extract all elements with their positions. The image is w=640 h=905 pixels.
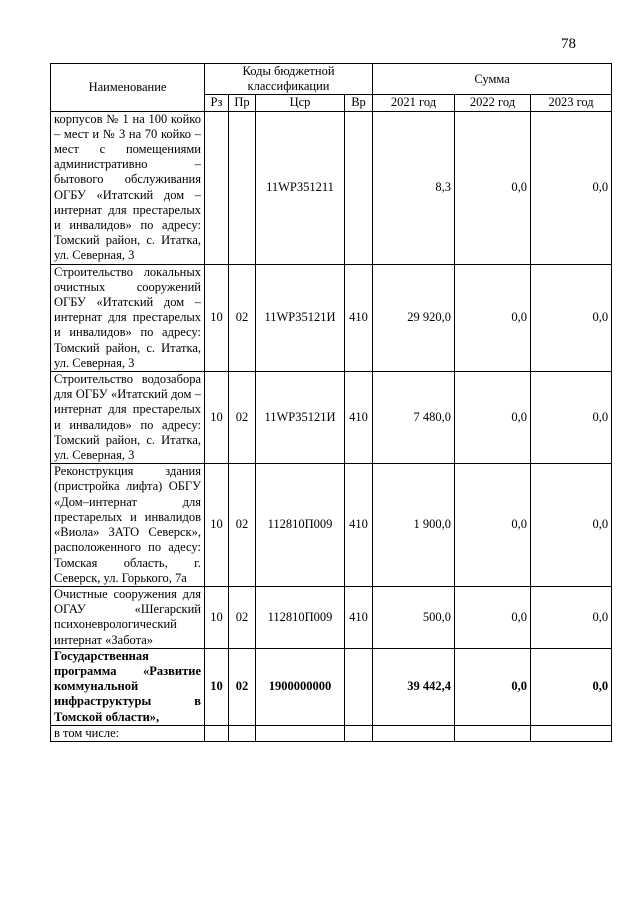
header-2022: 2022 год bbox=[455, 95, 531, 111]
row-pr: 02 bbox=[229, 464, 256, 587]
row-name: Реконструкция здания (пристройка лифта) ОБГУ «Дом–интернат для престарелых и инвалидов «Виола» ЗАТО Северск», расположенного по адесу: Томская область, г. Северск, ул. Горького, 7а bbox=[51, 464, 205, 587]
header-2023: 2023 год bbox=[531, 95, 612, 111]
row-name: корпусов № 1 на 100 койко – мест и № 3 на 70 койко – мест с помещениями административно – бытового обслуживания ОГБУ «Итатский дом – интернат для престарелых и инвалидов» по адресу: Томский район, с. Итатка, ул. Северная, 3 bbox=[51, 111, 205, 264]
header-rz: Рз bbox=[205, 95, 229, 111]
row-csr: 11WP351211 bbox=[256, 111, 345, 264]
row-2021: 29 920,0 bbox=[373, 264, 455, 371]
row-vr: 410 bbox=[345, 264, 373, 371]
row-name: Строительство локальных очистных сооружений ОГБУ «Итатский дом – интернат для престарелых и инвалидов» по адресу: Томский район, с. Итатка, ул. Северная, 3 bbox=[51, 264, 205, 371]
row-rz: 10 bbox=[205, 586, 229, 648]
page-number: 78 bbox=[561, 36, 576, 52]
table-row bbox=[51, 725, 612, 741]
row-vr bbox=[345, 648, 373, 725]
row-2023: 0,0 bbox=[531, 464, 612, 587]
row-csr: 11WP35121И bbox=[256, 372, 345, 464]
row-name: в том числе: bbox=[51, 725, 205, 741]
row-vr bbox=[345, 725, 373, 741]
row-rz: 10 bbox=[205, 264, 229, 371]
row-vr bbox=[345, 111, 373, 264]
row-rz bbox=[205, 111, 229, 264]
row-rz: 10 bbox=[205, 648, 229, 725]
table-body bbox=[51, 111, 612, 741]
row-name: Очистные сооружения для ОГАУ «Шегарский психоневрологический интернат «Забота» bbox=[51, 586, 205, 648]
row-name: Строительство водозабора для ОГБУ «Итатский дом – интернат для престарелых и инвалидов» по адресу: Томский район, с. Итатка, ул. Северная, 3 bbox=[51, 372, 205, 464]
header-pr: Пр bbox=[229, 95, 256, 111]
row-2023: 0,0 bbox=[531, 648, 612, 725]
row-csr: 1900000000 bbox=[256, 648, 345, 725]
row-vr: 410 bbox=[345, 464, 373, 587]
row-2022: 0,0 bbox=[455, 586, 531, 648]
row-2022: 0,0 bbox=[455, 264, 531, 371]
row-csr: 112810П009 bbox=[256, 586, 345, 648]
row-2021: 1 900,0 bbox=[373, 464, 455, 587]
row-pr: 02 bbox=[229, 586, 256, 648]
table-row bbox=[51, 586, 612, 648]
table-row bbox=[51, 264, 612, 371]
row-2023: 0,0 bbox=[531, 264, 612, 371]
row-2022: 0,0 bbox=[455, 464, 531, 587]
row-2023: 0,0 bbox=[531, 372, 612, 464]
table-row bbox=[51, 464, 612, 587]
row-2021: 7 480,0 bbox=[373, 372, 455, 464]
row-pr: 02 bbox=[229, 372, 256, 464]
row-pr: 02 bbox=[229, 648, 256, 725]
header-2021: 2021 год bbox=[373, 95, 455, 111]
row-rz: 10 bbox=[205, 372, 229, 464]
row-2021 bbox=[373, 725, 455, 741]
row-pr bbox=[229, 111, 256, 264]
header-sum-group: Сумма bbox=[373, 64, 612, 95]
row-vr: 410 bbox=[345, 372, 373, 464]
row-2023: 0,0 bbox=[531, 586, 612, 648]
row-vr: 410 bbox=[345, 586, 373, 648]
table-row bbox=[51, 111, 612, 264]
header-codes-group: Коды бюджетной классификации bbox=[205, 64, 373, 95]
row-2021: 39 442,4 bbox=[373, 648, 455, 725]
row-pr: 02 bbox=[229, 264, 256, 371]
row-name: Государственная программа «Развитие коммунальной инфраструктуры в Томской области», bbox=[51, 648, 205, 725]
row-csr: 11WP35121И bbox=[256, 264, 345, 371]
header-vr: Вр bbox=[345, 95, 373, 111]
row-2023: 0,0 bbox=[531, 111, 612, 264]
row-2023 bbox=[531, 725, 612, 741]
table-row bbox=[51, 648, 612, 725]
row-rz: 10 bbox=[205, 464, 229, 587]
header-csr: Цср bbox=[256, 95, 345, 111]
row-2022: 0,0 bbox=[455, 648, 531, 725]
row-rz bbox=[205, 725, 229, 741]
row-2022: 0,0 bbox=[455, 372, 531, 464]
row-2022: 0,0 bbox=[455, 111, 531, 264]
row-pr bbox=[229, 725, 256, 741]
budget-table bbox=[50, 63, 612, 742]
table-row bbox=[51, 372, 612, 464]
row-csr: 112810П009 bbox=[256, 464, 345, 587]
row-2022 bbox=[455, 725, 531, 741]
row-csr bbox=[256, 725, 345, 741]
row-2021: 8,3 bbox=[373, 111, 455, 264]
row-2021: 500,0 bbox=[373, 586, 455, 648]
header-name: Наименование bbox=[51, 64, 205, 112]
